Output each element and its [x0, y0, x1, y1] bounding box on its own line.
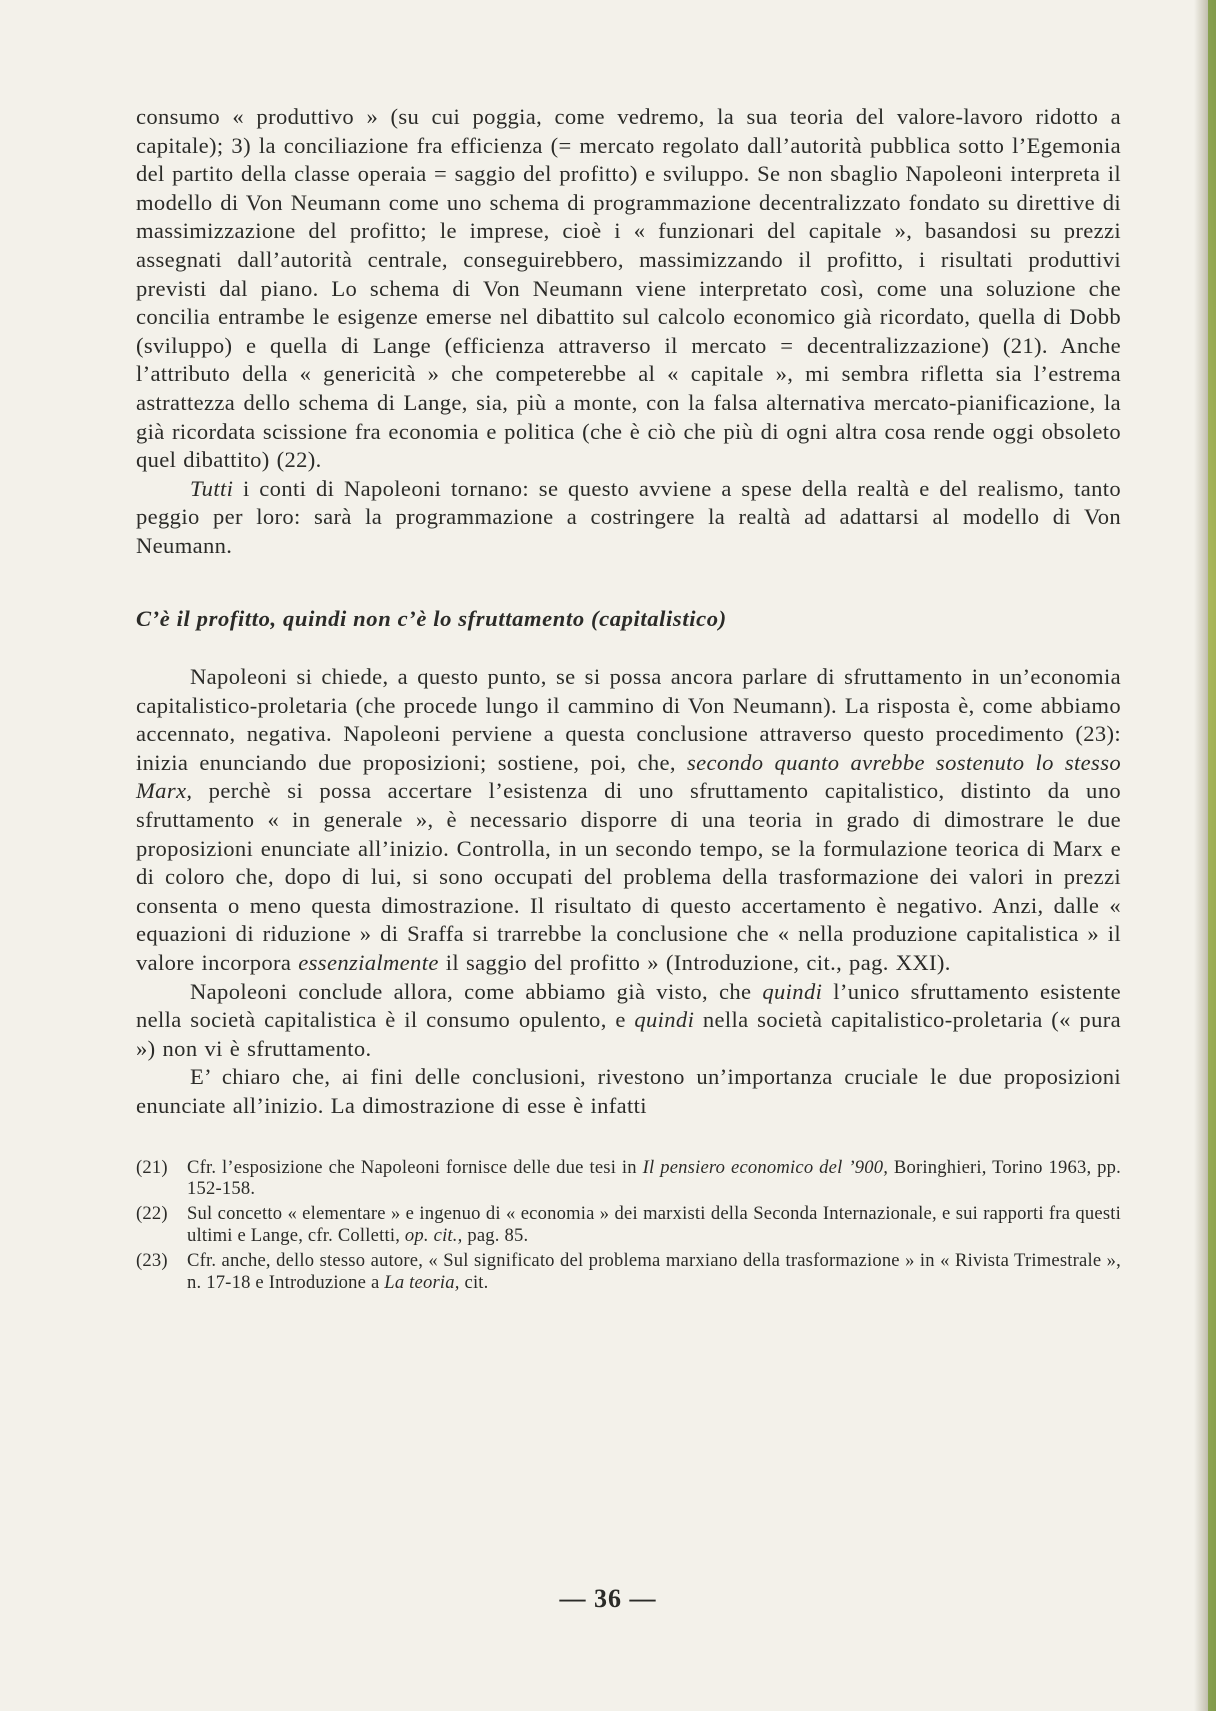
footnotes [136, 1157, 1121, 1293]
footnote-title: Il pensiero economico del ’900, [642, 1156, 889, 1178]
footnote-text: cit. [459, 1271, 489, 1293]
paragraph-1: consumo « produttivo » (su cui poggia, come vedremo, la sua teoria del valore-lavoro ridotto a capitale); 3) la conciliazione fra efficienza (= mercato regolato dall’autorità pubblica sotto l’Egemonia del partito della classe operaia = saggio del profitto) e sviluppo. Se non sbaglio Napoleoni interpreta il modello di Von Neumann come uno schema di programmazione decentralizzato fondato su direttive di massimizzazione del profitto; le imprese, cioè i « funzionari del capitale », basandosi su prezzi assegnati dall’autorità centrale, conseguirebbero, massimizzando il profitto, i risultati produttivi previsti dal piano. Lo schema di Von Neumann viene interpretato così, come una soluzione che concilia entrambe le esigenze emerse nel dibattito sul calcolo economico già ricordato, quella di Dobb (sviluppo) e quella di Lange (efficienza attraverso il mercato = decentralizzazione) (21). Anche l’attributo della « genericità » che competerebbe al « capitale », mi sembra rifletta sia l’estrema astrattezza dello schema di Lange, sia, più a monte, con la falsa alternativa mercato-pianificazione, la già ricordata scissione fra economia e politica (che è ciò che più di ogni altra cosa rende oggi obsoleto quel dibattito) (22). [136, 104, 1121, 473]
paragraph-2-text: i conti di Napoleoni tornano: se questo avviene a spese della realtà e del realismo, tanto peggio per loro: sarà la programmazione a costringere la realtà ad adattarsi al modello di Von Neumann. [136, 475, 1121, 558]
paragraph-3-text-c: il saggio del profitto » (Introduzione, cit., pag. XXI). [438, 950, 951, 976]
paragraph-3-emphasis-2: essenzialmente [298, 950, 439, 976]
footnote-21 [136, 1157, 1121, 1200]
footnote-title: op. cit., [404, 1224, 463, 1246]
paragraph-2-emphasis: Tutti [190, 475, 234, 501]
page-content [136, 103, 1121, 1297]
page-edge-stain [1208, 0, 1216, 1711]
footnote-22 [136, 1203, 1121, 1246]
footnote-number: (22) [136, 1203, 168, 1225]
paragraph-4-emphasis-2: quindi [634, 1007, 695, 1033]
paragraph-4 [136, 978, 1121, 1064]
footnote-text: Sul concetto « elementare » e ingenuo di « economia » dei marxisti della Seconda Internazionale, e sui rapporti fra questi ultimi e Lange, cfr. Colletti, [187, 1203, 1121, 1246]
footnote-number: (21) [136, 1156, 168, 1178]
footnote-text: Cfr. anche, dello stesso autore, « Sul significato del problema marxiano della trasformazione » in « Rivista Trimestrale », n. 17-18 e Introduzione a [187, 1250, 1121, 1293]
paragraph-4-text-a: Napoleoni conclude allora, come abbiamo già visto, che [190, 978, 763, 1004]
paragraph-4-text-c: nella società capitalistico-proletaria (« pura ») non vi è sfruttamento. [136, 1007, 1121, 1061]
paragraph-3-emphasis-1: secondo quanto avrebbe sostenuto lo stesso Marx, [136, 749, 1121, 804]
paragraph-5: E’ chiaro che, ai fini delle conclusioni, rivestono un’importanza cruciale le due proposizioni enunciate all’inizio. La dimostrazione di esse è infatti [136, 1064, 1121, 1118]
footnote-text: Boringhieri, Torino 1963, pp. 152-158. [187, 1156, 1121, 1199]
paragraph-3 [136, 663, 1121, 978]
footnote-text: Cfr. l’esposizione che Napoleoni fornisce delle due tesi in [187, 1156, 643, 1178]
paragraph-3-text-b: perchè si possa accertare l’esistenza di uno sfruttamento capitalistico, distinto da uno sfruttamento « in generale », è necessario disporre di una teoria in grado di dimostrare le due proposizioni enunciate all’inizio. Controlla, in un secondo tempo, se la formulazione teorica di Marx e di coloro che, dopo di lui, si sono occupati del problema della trasformazione dei valori in prezzi consenta o meno questa dimostrazione. Il risultato di questo accertamento è negativo. Anzi, dalle « equazioni di riduzione » di Sraffa si trarrebbe la conclusione che « nella produzione capitalistica » il valore incorpora [136, 778, 1121, 976]
paragraph-4-text-b: l’unico sfruttamento esistente nella società capitalistica è il consumo opulento, e [136, 978, 1121, 1033]
footnote-text: pag. 85. [462, 1224, 529, 1246]
page-number: — 36 — [559, 1584, 657, 1613]
section-title: C’è il profitto, quindi non c’è lo sfruttamento (capitalistico) [136, 605, 727, 631]
footnote-number: (23) [136, 1250, 168, 1272]
footnote-23 [136, 1250, 1121, 1293]
footnote-title: La teoria, [384, 1271, 460, 1293]
paragraph-2 [136, 475, 1121, 561]
paragraph-4-emphasis-1: quindi [762, 978, 823, 1004]
paragraph-3-text-a: Napoleoni si chiede, a questo punto, se si possa ancora parlare di sfruttamento in un’economia capitalistico-proletaria (che procede lungo il cammino di Von Neumann). La risposta è, come abbiamo accennato, negativa. Napoleoni perviene a questa conclusione attraverso questo procedimento (23): inizia enunciando due proposizioni; sostiene, poi, che, [136, 664, 1121, 775]
